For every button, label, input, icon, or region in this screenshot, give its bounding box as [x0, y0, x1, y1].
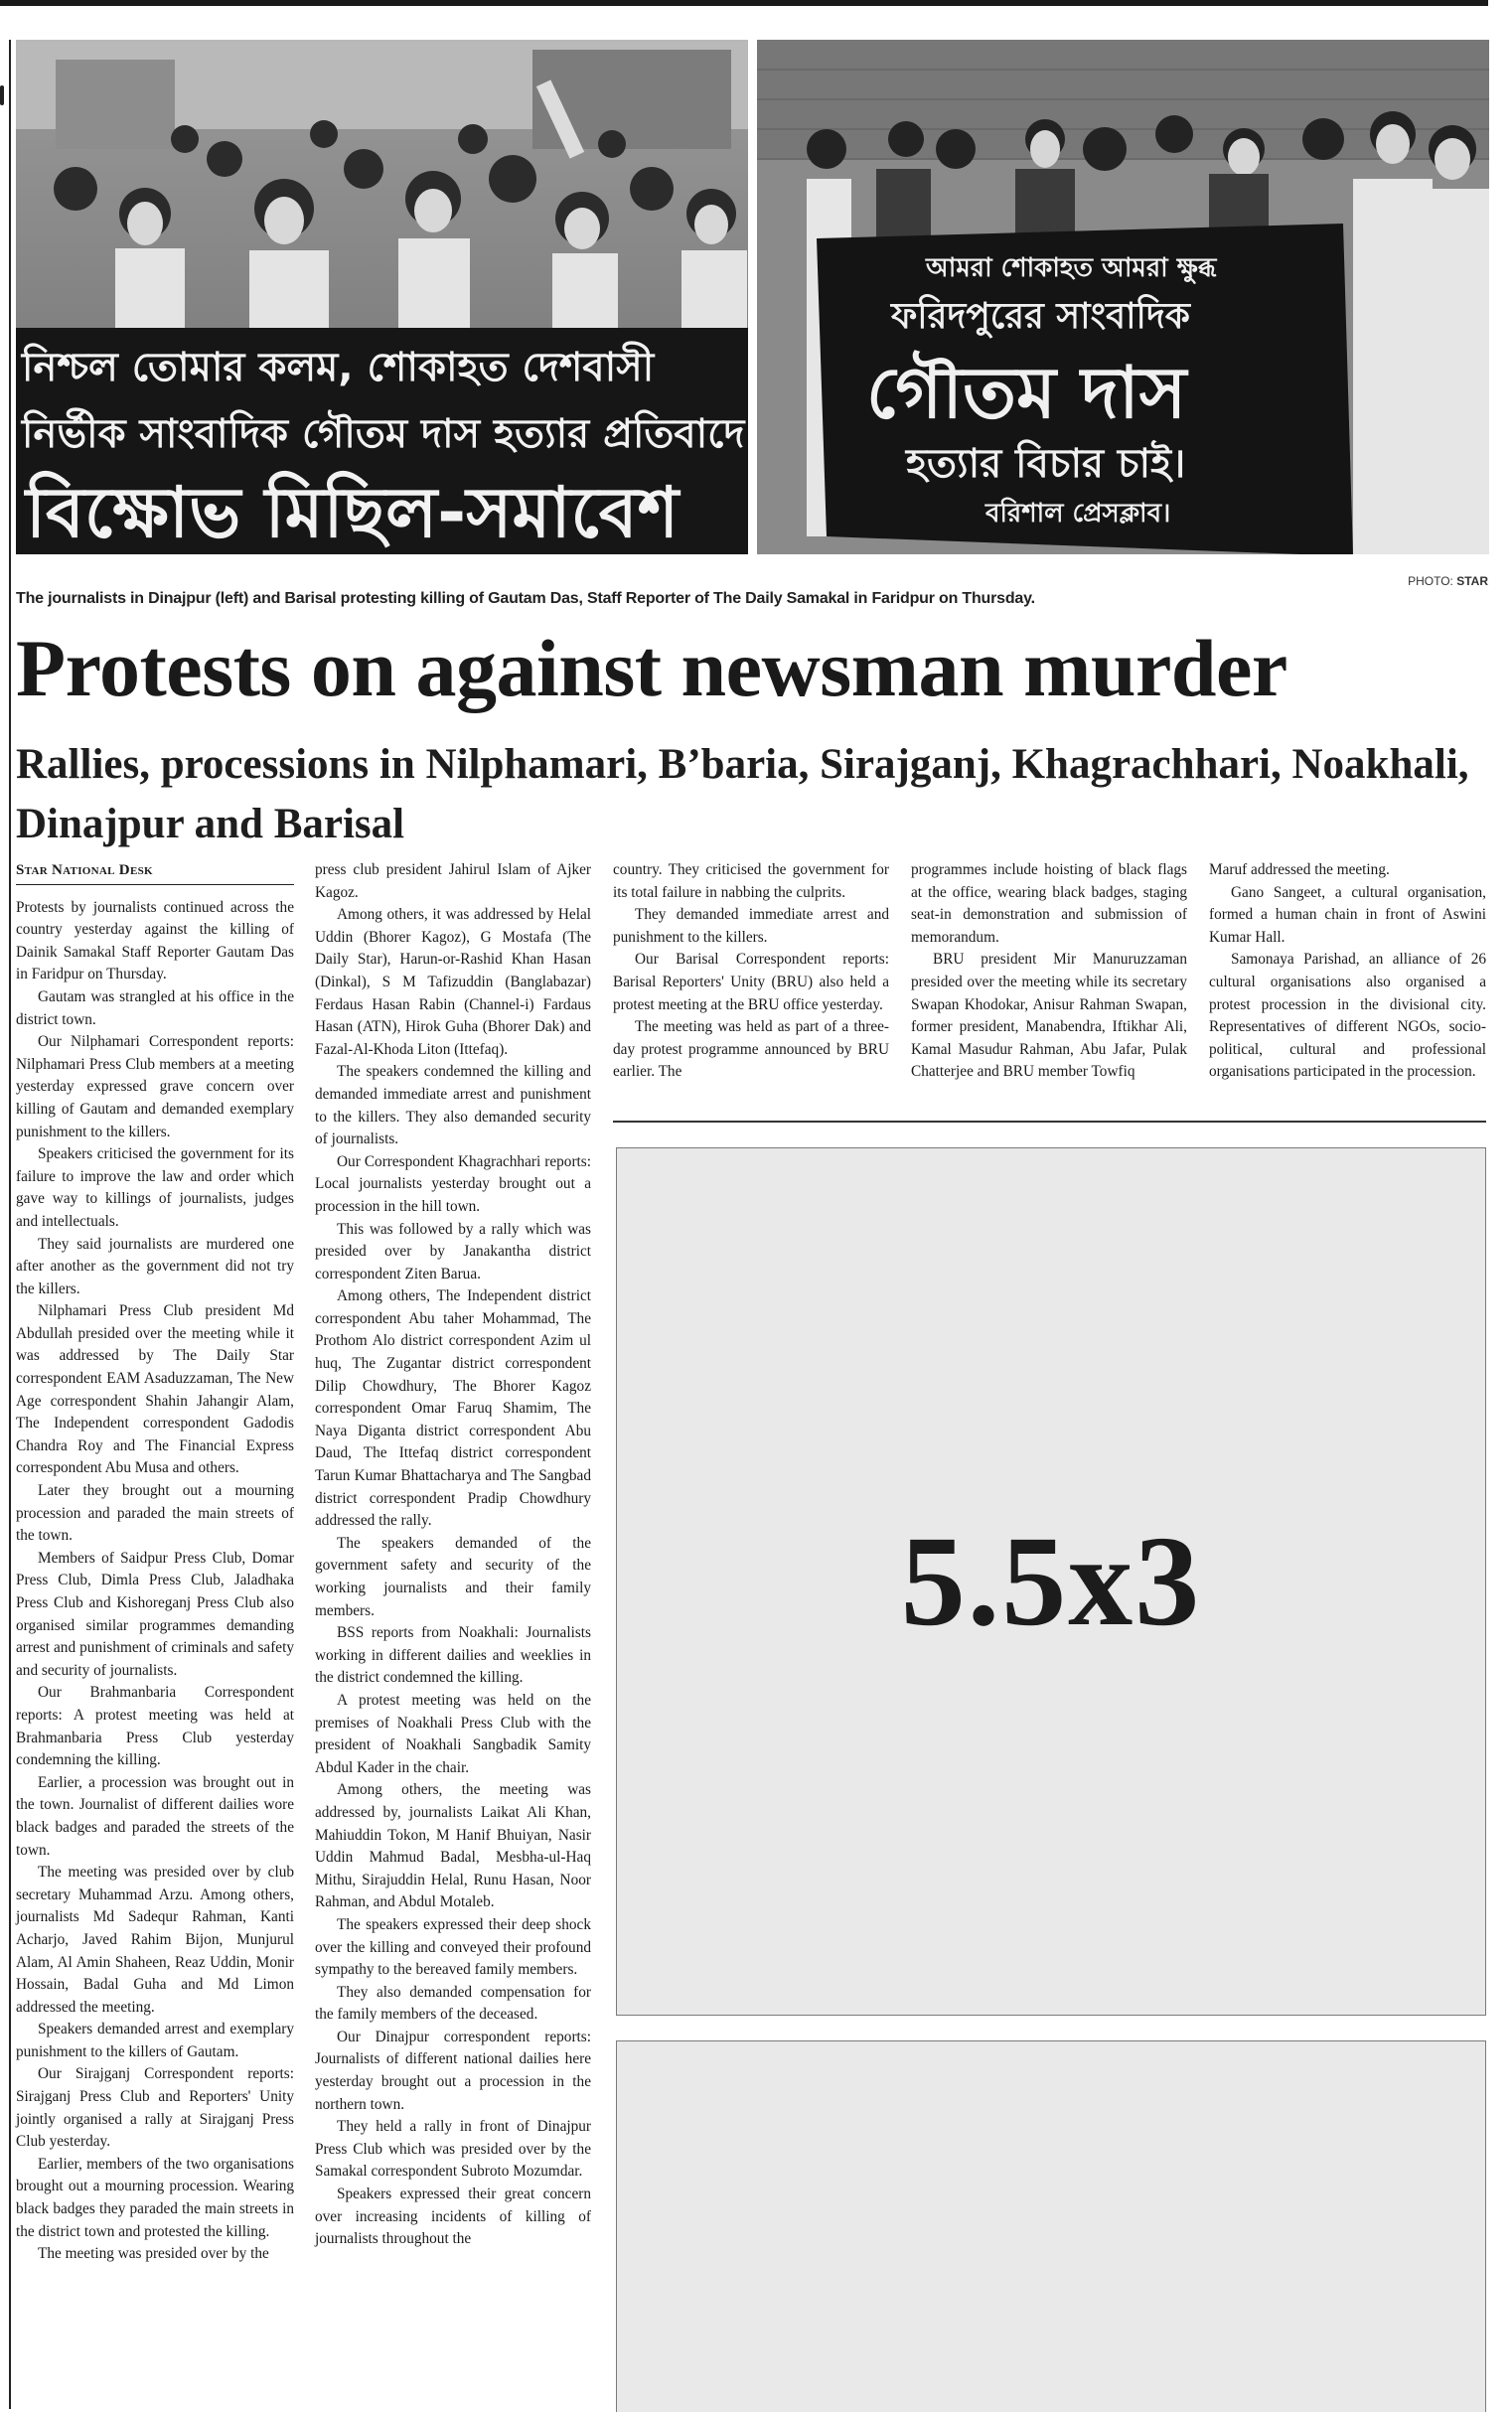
right-banner-line1: আমরা শোকাহত আমরা ক্ষুব্ধ	[926, 253, 1217, 283]
photo-credit-label: PHOTO:	[1408, 574, 1453, 588]
photo-caption: The journalists in Dinajpur (left) and Barisal protesting killing of Gautam Das, Staff Reporter of The Daily Samakal in Faridpur on Thursday.	[16, 590, 1035, 607]
article-paragraph: Our Correspondent Khagrachhari reports: Local journalists yesterday brought out a procession in the hill town.	[315, 1152, 591, 1215]
article-paragraph: The speakers condemned the killing and demanded immediate arrest and punishment to the killers. They also demanded security of journalists.	[315, 1063, 591, 1148]
article-paragraph: Members of Saidpur Press Club, Domar Press Club, Dimla Press Club, Jaladhaka Press Club and Kishoreganj Press Club also organised similar programmes demanding arrest and punishment of criminals and safety and security of journalists.	[16, 1549, 294, 1679]
article-column-1	[16, 859, 294, 2266]
article-paragraph: Gautam was strangled at his office in the district town.	[16, 987, 294, 1028]
article-paragraph: Earlier, a procession was brought out in the town. Journalist of different dailies wore black badges and paraded the streets of the town.	[16, 1773, 294, 1859]
article-paragraph: Among others, the meeting was addressed by, journalists Laikat Ali Khan, Mahiuddin Tokon, M Hanif Bhuiyan, Nasir Uddin Mahmud Badal, Mesbha-ul-Haq Mithu, Sirajuddin Helal, Runu Hasan, Noor Rahman, and Abdul Motaleb.	[315, 1781, 591, 1911]
article-paragraph: Among others, The Independent district correspondent Abu taher Mohammad, The Prothom Alo district correspondent Azim ul huq, The Zugantar district correspondent Dilip Chowdhury, The Bhorer Kagoz correspondent Omar Faruq Shamim, The Naya Diganta district correspondent Abu Daud, The Ittefaq district correspondent Tarun Kumar Bhattacharya and The Sangbad district correspondent Pradip Chowdhury addressed the rally.	[315, 1287, 591, 1530]
article-paragraph: A protest meeting was held on the premises of Noakhali Press Club with the president of Noakhali Sangbadik Samity Abdul Kader in the chair.	[315, 1691, 591, 1776]
article-paragraph: country. They criticised the government for its total failure in nabbing the culprits.	[613, 861, 889, 901]
right-banner-line5: বরিশাল প্রেসক্লাব।	[985, 499, 1171, 528]
article-paragraph: press club president Jahirul Islam of Ajker Kagoz.	[315, 861, 591, 901]
margin-mark	[0, 85, 4, 105]
photo-dinajpur-procession	[16, 40, 748, 554]
article-paragraph: Our Brahmanbaria Correspondent reports: A protest meeting was held at Brahmanbaria Press Club yesterday condemning the killing.	[16, 1684, 294, 1769]
subheadline: Rallies, processions in Nilphamari, B’baria, Sirajganj, Khagrachhari, Noakhali, Dinajpur and Barisal	[16, 741, 1469, 847]
article-paragraph: They said journalists are murdered one after another as the government did not try the killers.	[16, 1235, 294, 1297]
ad-placeholder-box	[616, 1147, 1486, 2016]
article-paragraph: The meeting was held as part of a three-day protest programme announced by BRU earlier. The	[613, 1018, 889, 1081]
article-paragraph: Later they brought out a mourning procession and paraded the main streets of the town.	[16, 1482, 294, 1545]
byline: Star National Desk	[16, 859, 294, 885]
article-paragraph: Protests by journalists continued across the country yesterday against the killing of Dainik Samakal Staff Reporter Gautam Das in Faridpur on Thursday.	[16, 898, 294, 983]
article-paragraph: Maruf addressed the meeting.	[1209, 861, 1390, 878]
article-paragraph: Our Nilphamari Correspondent reports: Nilphamari Press Club members at a meeting yesterday expressed grave concern over killing of Gautam and demanded exemplary punishment to the killers.	[16, 1033, 294, 1140]
photo-barisal-protest	[757, 40, 1489, 554]
article-paragraph: Among others, it was addressed by Helal Uddin (Bhorer Kagoz), G Mostafa (The Daily Star), Harun-or-Rashid Khan Hasan (Dinkal), S M Tafizuddin (Banglabazar) Ferdaus Hasan Rabin (Channel-i) Fardaus Hasan (ATN), Hirok Guha (Bhorer Dak) and Fazal-Al-Khoda Liton (Ittefaq).	[315, 906, 591, 1058]
article-paragraph: The speakers expressed their deep shock over the killing and conveyed their profound sympathy to the bereaved family members.	[315, 1915, 591, 1979]
left-banner-line2: নির্ভীক সাংবাদিক গৌতম দাস হত্যার প্রতিবাদে	[22, 411, 745, 457]
article-column-2	[315, 859, 591, 2251]
article-paragraph: Samonaya Parishad, an alliance of 26 cultural organisations also organised a protest procession in the divisional city. Representatives of different NGOs, socio-political, cultural and professional organisations participated in the procession.	[1209, 951, 1486, 1081]
article-paragraph: They held a rally in front of Dinajpur Press Club which was presided over by the Samakal correspondent Subroto Mozumdar.	[315, 2118, 591, 2181]
right-banner-line3: গৌতম দাস	[866, 351, 1187, 434]
article-paragraph: Speakers criticised the government for its failure to improve the law and order which gave way to killings of journalists, judges and intellectuals.	[16, 1145, 294, 1230]
article-paragraph: Gano Sangeet, a cultural organisation, formed a human chain in front of Aswini Kumar Hall.	[1209, 883, 1486, 946]
article-paragraph: Our Barisal Correspondent reports: Barisal Reporters' Unity (BRU) also held a protest meeting at the BRU office yesterday.	[613, 951, 889, 1013]
article-paragraph: The speakers demanded of the government safety and security of the working journalists and their family members.	[315, 1534, 591, 1619]
article-paragraph: Nilphamari Press Club president Md Abdullah presided over the meeting while it was addressed by The Daily Star correspondent EAM Asaduzzaman, The New Age correspondent Shahin Jahangir Alam, The Independent correspondent Gadodis Chandra Roy and The Financial Express correspondent Abu Musa and others.	[16, 1302, 294, 1477]
article-paragraph: Earlier, members of the two organisations brought out a mourning procession. Wearing black badges they paraded the main streets in the district town and protested the killing.	[16, 2155, 294, 2240]
article-paragraph: Our Sirajganj Correspondent reports: Sirajganj Press Club and Reporters' Unity jointly organised a rally at Sirajganj Press Club yesterday.	[16, 2065, 294, 2151]
article-column-5	[1209, 859, 1486, 1084]
article-paragraph: The meeting was presided over by the	[38, 2245, 269, 2263]
headline: Protests on against newsman murder	[16, 623, 1287, 713]
article-paragraph: They also demanded compensation for the family members of the deceased.	[315, 1983, 591, 2024]
article-paragraph: They demanded immediate arrest and punishment to the killers.	[613, 906, 889, 946]
left-banner-line3: বিক্ষোভ মিছিল-সমাবেশ	[26, 472, 680, 553]
top-rule	[0, 0, 1488, 6]
left-banner-line1: নিশ্চল তোমার কলম, শোকাহত দেশবাসী	[22, 345, 655, 390]
ad-size-label: 5.5x3	[900, 1510, 1202, 1653]
article-paragraph: Our Dinajpur correspondent reports: Journalists of different national dailies here yesterday brought out a procession in the northern town.	[315, 2028, 591, 2113]
photo-credit	[1408, 574, 1488, 588]
ad-placeholder-box-lower	[616, 2040, 1486, 2412]
article-paragraph: The meeting was presided over by club secretary Muhammad Arzu. Among others, journalists Md Sadequr Rahman, Kanti Acharjo, Javed Rahim Bijon, Munjurul Alam, Al Amin Shaheen, Reaz Uddin, Monir Hossain, Badal Guha and Md Limon addressed the meeting.	[16, 1864, 294, 2016]
article-paragraph: This was followed by a rally which was presided over by Janakantha district correspondent Ziten Barua.	[315, 1220, 591, 1282]
ad-separator-rule	[613, 1121, 1486, 1123]
article-paragraph: Speakers demanded arrest and exemplary punishment to the killers of Gautam.	[16, 2021, 294, 2060]
article-paragraph: Speakers expressed their great concern over increasing incidents of killing of journalists throughout the	[315, 2186, 591, 2248]
photo-credit-source: STAR	[1456, 574, 1488, 588]
article-paragraph: programmes include hoisting of black flags at the office, wearing black badges, staging seat-in demonstration and submission of memorandum.	[911, 861, 1187, 946]
article-column-4	[911, 859, 1187, 1084]
article-column-3	[613, 859, 889, 1084]
left-column-rule	[9, 40, 11, 2409]
article-paragraph: BSS reports from Noakhali: Journalists working in different dailies and weeklies in the district condemned the killing.	[315, 1624, 591, 1687]
right-banner-line4: হত্যার বিচার চাই।	[906, 441, 1186, 487]
article-paragraph: BRU president Mir Manuruzzaman presided over the meeting while its secretary Swapan Khodokar, Anisur Rahman Swapan, former president, Manabendra, Iftikhar Ali, Kamal Masudur Rahman, Abu Jafar, Pulak Chatterjee and BRU member Towfiq	[911, 951, 1187, 1081]
right-banner-line2: ফরিদপুরের সাংবাদিক	[891, 296, 1190, 337]
